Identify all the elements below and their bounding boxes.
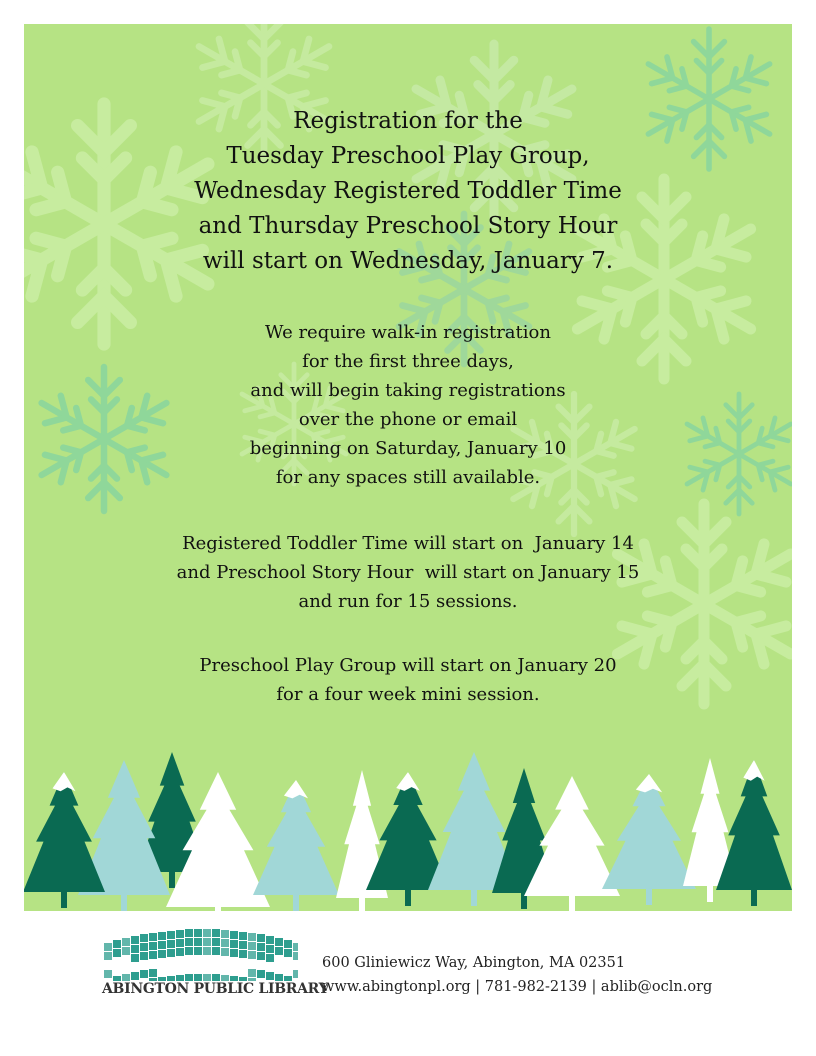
logo-cell [212, 938, 220, 946]
logo-cell [158, 950, 166, 958]
logo-cell [176, 966, 184, 974]
headline-line: Wednesday Registered Toddler Time [194, 178, 622, 204]
logo-cell [140, 961, 148, 969]
tree-border [24, 724, 792, 911]
logo-cell [113, 967, 121, 975]
logo-cell [284, 958, 292, 966]
logo-cell [167, 967, 175, 975]
logo-cell [158, 932, 166, 940]
logo-cell [149, 951, 157, 959]
start-dates-paragraph [24, 529, 792, 616]
paragraph-line: and will begin taking registrations [250, 380, 566, 401]
paragraph-line: over the phone or email [298, 409, 518, 430]
logo-cell [293, 943, 298, 951]
logo-cell [239, 941, 247, 949]
logo-cell [131, 963, 139, 971]
logo-cell [212, 947, 220, 955]
logo-cell [284, 949, 292, 957]
address-line: 600 Gliniewicz Way, Abington, MA 02351 [322, 955, 626, 971]
logo-cell [266, 945, 274, 953]
logo-cell [185, 974, 193, 981]
logo-cell [239, 932, 247, 940]
logo-cell [194, 929, 202, 937]
logo-cell [122, 956, 130, 964]
paragraph-line: We require walk-in registration [265, 322, 551, 343]
logo-cell [104, 952, 112, 960]
logo-cell [131, 954, 139, 962]
paragraph-line: for a four week mini session. [276, 684, 540, 705]
logo-cell [176, 939, 184, 947]
logo-cell [113, 958, 121, 966]
logo-cell [257, 961, 265, 969]
logo-cell [104, 961, 112, 969]
logo-cell [122, 965, 130, 973]
logo-cell [257, 934, 265, 942]
logo-cell [185, 947, 193, 955]
logo-cell [131, 936, 139, 944]
logo-cell [185, 956, 193, 964]
logo-cell [266, 972, 274, 980]
logo-cell [293, 952, 298, 960]
logo-cell [230, 949, 238, 957]
logo-cell [293, 961, 298, 969]
logo-cell [176, 957, 184, 965]
paragraph-line: and Preschool Story Hour will start on January 15 [176, 562, 640, 583]
logo-cell [257, 952, 265, 960]
logo-cell [284, 967, 292, 975]
logo-cell [266, 936, 274, 944]
logo-cell [140, 934, 148, 942]
logo-text: ABINGTON PUBLIC LIBRARY [102, 981, 329, 997]
logo-cell [239, 950, 247, 958]
logo-cell [230, 931, 238, 939]
paragraph-line: for the first three days, [302, 351, 514, 372]
logo-cell [203, 974, 211, 981]
logo-cell [257, 943, 265, 951]
logo-cell [212, 929, 220, 937]
headline-line: Registration for the [293, 108, 523, 134]
logo-cell [248, 969, 256, 977]
logo-cell [221, 930, 229, 938]
contact-line: www.abingtonpl.org | 781-982-2139 | ablib@ocln.org [322, 979, 713, 995]
logo-cell [248, 951, 256, 959]
logo-cell [194, 947, 202, 955]
logo-cell [203, 956, 211, 964]
logo-cell [221, 939, 229, 947]
logo-cell [167, 940, 175, 948]
footer [0, 911, 816, 1056]
logo-cell [149, 969, 157, 977]
logo-cell [230, 958, 238, 966]
logo-cell [293, 970, 298, 978]
tree-icon [716, 760, 792, 906]
logo-cell [230, 967, 238, 975]
logo-cell [104, 943, 112, 951]
logo-cell [266, 963, 274, 971]
logo-cell [140, 943, 148, 951]
paragraph-line: and run for 15 sessions. [298, 591, 518, 612]
logo-cell [239, 968, 247, 976]
logo-cell [131, 972, 139, 980]
logo-cell [248, 942, 256, 950]
logo-cell [167, 958, 175, 966]
headline [24, 104, 792, 279]
logo-cell [158, 941, 166, 949]
logo-cell [275, 938, 283, 946]
logo-cell [248, 933, 256, 941]
logo-cell [167, 949, 175, 957]
logo-cell [194, 938, 202, 946]
logo-cell [194, 965, 202, 973]
logo-cell [221, 948, 229, 956]
logo-cell [203, 947, 211, 955]
logo-cell [185, 929, 193, 937]
logo-cell [140, 970, 148, 978]
paragraph-line: Preschool Play Group will start on January 20 [199, 655, 617, 676]
logo-cell [275, 965, 283, 973]
logo-cell [203, 965, 211, 973]
paragraph-line: Registered Toddler Time will start on January 14 [182, 533, 634, 554]
logo-cell [275, 974, 283, 981]
logo-cell [176, 948, 184, 956]
logo-cell [131, 945, 139, 953]
logo-cell [212, 965, 220, 973]
logo-cell [185, 938, 193, 946]
play-group-paragraph [24, 651, 792, 709]
logo-cell [275, 956, 283, 964]
logo-cell [149, 933, 157, 941]
logo-cell [230, 940, 238, 948]
logo-cell [158, 968, 166, 976]
logo-cell [221, 966, 229, 974]
registration-paragraph [24, 318, 792, 492]
logo-cell [248, 960, 256, 968]
logo-cell [167, 931, 175, 939]
logo-cell [176, 930, 184, 938]
logo-cell [113, 940, 121, 948]
logo-cell [122, 938, 130, 946]
logo-cell [194, 956, 202, 964]
logo-cell [212, 974, 220, 981]
logo-cell [194, 974, 202, 981]
logo-cell [122, 974, 130, 981]
logo-cell [149, 960, 157, 968]
logo-cell [203, 929, 211, 937]
flyer-panel [24, 24, 792, 911]
logo-cell [149, 942, 157, 950]
headline-line: and Thursday Preschool Story Hour [198, 213, 618, 239]
headline-line: will start on Wednesday, January 7. [202, 248, 614, 274]
tree-icon [602, 774, 696, 905]
logo-cell [185, 965, 193, 973]
logo-cell [122, 947, 130, 955]
logo-cell [221, 957, 229, 965]
paragraph-line: beginning on Saturday, January 10 [249, 438, 567, 459]
paragraph-line: for any spaces still available. [275, 467, 541, 488]
tree-icon [253, 780, 339, 911]
library-logo [104, 925, 298, 981]
logo-cell [104, 970, 112, 978]
logo-cell [212, 956, 220, 964]
logo-cell [239, 959, 247, 967]
tree-icon [24, 772, 105, 908]
logo-cell [257, 970, 265, 978]
logo-cell [203, 938, 211, 946]
logo-cell [266, 954, 274, 962]
logo-cell [113, 949, 121, 957]
logo-cell [275, 947, 283, 955]
logo-cell [284, 940, 292, 948]
headline-line: Tuesday Preschool Play Group, [226, 143, 590, 169]
logo-cell [158, 959, 166, 967]
logo-cell [140, 952, 148, 960]
